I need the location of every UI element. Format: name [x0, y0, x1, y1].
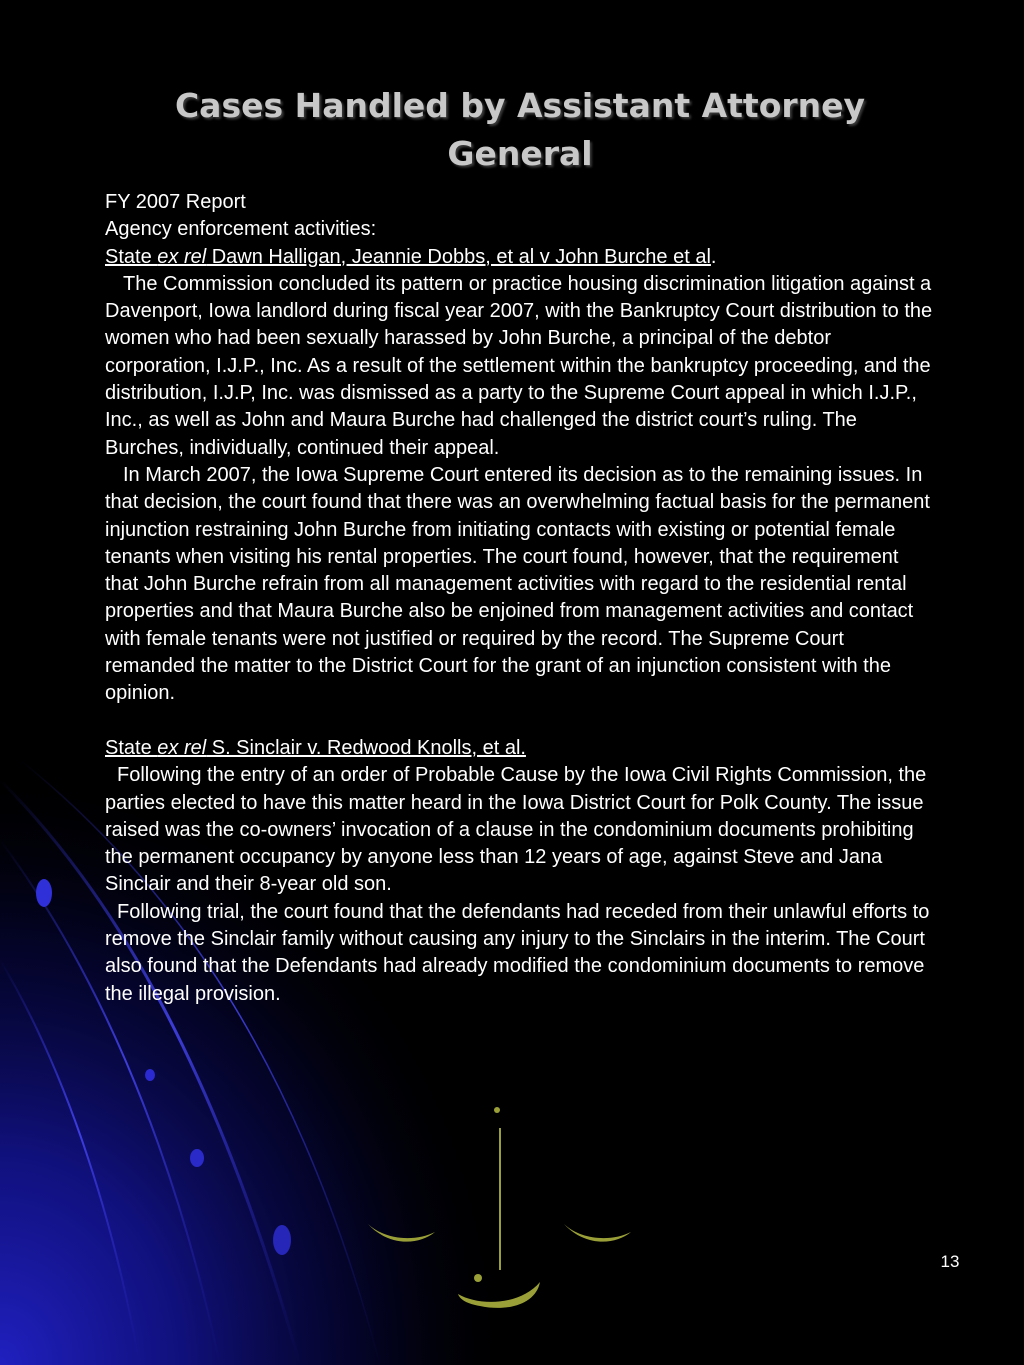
case-2-paragraph-1: Following the entry of an order of Probable Cause by the Iowa Civil Rights Commission, the parties elected to have this matter heard in the Iowa District Court for Polk County. The issue raised was the co-owners’ invocation of a clause in the condominium documents prohibiting the permanent occupancy by anyone less than 12 years of age, against Steve and Jana Sinclair and their 8-year old son. — [105, 764, 927, 896]
blue-orb — [145, 1069, 155, 1081]
case-2-link[interactable] — [105, 737, 526, 759]
case-2-title — [105, 735, 935, 762]
case-1-name-rest: Dawn Halligan, Jeannie Dobbs, et al v John Burche et al — [206, 245, 711, 268]
case-1-paragraph-1: The Commission concluded its pattern or practice housing discrimination litigation against a Davenport, Iowa landlord during fiscal year 2007, with the Bankruptcy Court distribution to the women who had been sexually harassed by John Burche, a principal of the debtor corporation, I.J.P., Inc. As a result of the settlement within the bankruptcy proceeding, and the distribution, I.J.P, Inc. was dismissed as a party to the Supreme Court appeal in which I.J.P., Inc., as well as John and Maura Burche had challenged the district court’s ruling. The Burches, individually, continued their appeal. — [105, 272, 933, 459]
blue-orb — [273, 1225, 291, 1255]
case-2-name-prefix: State — [105, 736, 158, 759]
blue-orb — [36, 879, 52, 907]
case-1-name-italic: ex rel — [157, 245, 207, 268]
page-number: 13 — [940, 1252, 960, 1271]
slide-title — [140, 82, 900, 178]
case-2-name-rest: S. Sinclair v. Redwood Knolls, et al. — [206, 736, 526, 759]
report-heading: FY 2007 Report — [105, 191, 246, 213]
case-1-title — [105, 244, 935, 271]
case-1-paragraph-2: In March 2007, the Iowa Supreme Court entered its decision as to the remaining issues. In that decision, the court found that there was an overwhelming factual basis for the permanent injunction restraining John Burche from initiating contacts with existing or potential female tenants when visiting his rental properties. The court found, however, that the requirement that John Burche refrain from all management activities with regard to the residential rental properties and that Maura Burche also be enjoined from management activities and contact with female tenants were not justified or required by the record. The Supreme Court remanded the matter to the District Court for the grant of an injunction consistent with the opinion. — [105, 463, 930, 705]
slide-body — [105, 189, 935, 1008]
case-1-name-suffix: . — [710, 245, 717, 268]
blue-orb — [190, 1149, 204, 1167]
report-subheading: Agency enforcement activities: — [105, 218, 377, 241]
slide-title-line-2: General — [447, 134, 593, 173]
case-1-name-prefix: State — [105, 245, 158, 268]
case-2-name-italic: ex rel — [157, 736, 207, 759]
slide-title-line-1: Cases Handled by Assistant Attorney — [174, 86, 866, 125]
case-2-paragraph-2: Following trial, the court found that the defendants had receded from their unlawful efforts to remove the Sinclair family without causing any injury to the Sinclairs in the interim. The Court also found that the Defendants had already modified the condominium documents to remove the illegal provision. — [105, 900, 930, 1005]
case-1-link[interactable] — [105, 246, 711, 268]
spacer — [105, 708, 935, 735]
